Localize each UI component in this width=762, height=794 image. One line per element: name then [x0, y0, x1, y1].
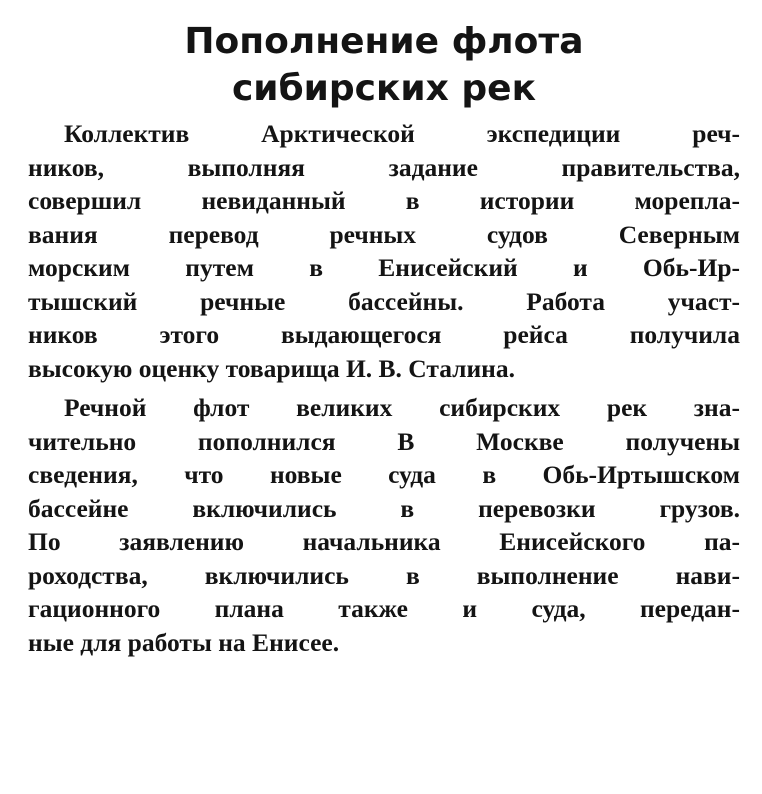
text-line: вания перевод речных судов Северным — [28, 219, 740, 249]
article-paragraph — [28, 117, 740, 385]
headline-line: сибирских рек — [231, 68, 537, 109]
article-headline — [28, 18, 740, 112]
text-line: сведения, что новые суда в Обь-Иртышском — [28, 460, 740, 489]
text-line: ников, выполняя задание правительства, — [28, 152, 740, 182]
text-line: ные для работы на Енисее. — [28, 627, 340, 657]
text-line: Речной флот великих сибирских рек зна- — [64, 393, 740, 422]
headline-line: Пополнение флота — [184, 21, 584, 62]
text-line: гационного плана также и суда, передан- — [28, 594, 740, 623]
text-line: Коллектив Арктической экспедиции реч- — [64, 119, 740, 148]
text-line: роходства, включились в выполнение нави- — [28, 560, 740, 590]
text-line: совершил невиданный в истории морепла- — [28, 186, 740, 215]
text-line: бассейне включились в перевозки грузов. — [28, 493, 740, 523]
text-line: ников этого выдающегося рейса получила — [28, 320, 740, 349]
text-line: высокую оценку товарища И. В. Сталина. — [28, 353, 516, 383]
text-line: По заявлению начальника Енисейского па- — [28, 527, 740, 556]
article-paragraph — [28, 391, 740, 659]
text-line: чительно пополнился В Москве получены — [28, 426, 740, 456]
text-line: морским путем в Енисейский и Обь-Ир- — [28, 253, 740, 282]
text-line: тышский речные бассейны. Работа участ- — [28, 286, 740, 316]
newspaper-article — [28, 18, 740, 659]
